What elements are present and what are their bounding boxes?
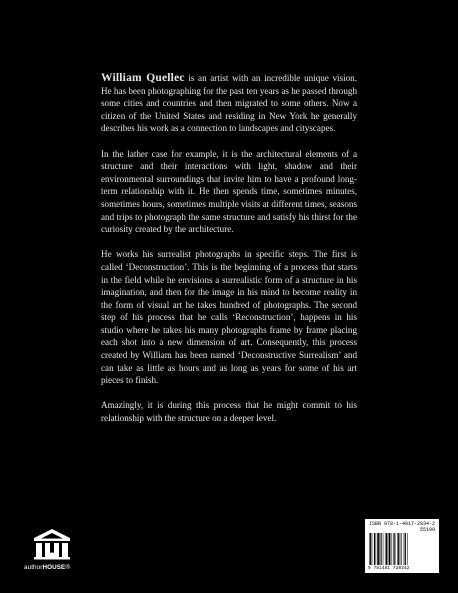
house-columns-icon	[32, 528, 72, 560]
bio-paragraph-2: In the lather case for example, it is the architectural elements of a structure and their interactions with light, shadow and their environmental surroundings that invite him to have a profound long-term relationship with it. He then spends time, sometimes minutes, sometimes hours, sometimes multiple visits at different times, seasons and trips to photograph the same structure and satisfy his thirst for the curiosity created by the architecture.	[101, 148, 357, 235]
author-bio	[101, 72, 357, 437]
bio-paragraph-1-text: is an artist with an incredible unique vision. He has been photographing for the past ten years as he passed through some cities and countries and then migrated to some others. Now a citizen of the United States and residing in New York he generally describes his work as a connection to landscapes and cityscapes.	[101, 73, 357, 134]
isbn-number: ISBN 978-1-4817-2034-2	[369, 521, 436, 527]
barcode-digits: 9 781481 720342	[368, 566, 410, 571]
bio-paragraph-1	[101, 72, 357, 135]
publisher-name: authorHOUSE®	[24, 564, 71, 571]
author-name: William Quellec	[101, 72, 185, 84]
barcode-icon	[368, 533, 436, 565]
publisher-logo	[24, 528, 86, 578]
isbn-barcode	[365, 519, 439, 573]
bio-paragraph-4: Amazingly, it is during this process that he might commit to his relationship with the structure on a deeper level.	[101, 400, 357, 424]
price-code: 55199	[419, 527, 435, 533]
bio-paragraph-3: He works his surrealist photographs in specific steps. The first is called ‘Deconstruction’. This is the beginning of a process that starts in the field while he envisions a surrealistic form of a structure in his imagination, and then for the image in his mind to become reality in the form of visual art he takes hundred of photographs. The second step of his process that he calls ‘Reconstruction’, happens in his studio where he takes his many photographs frame by frame placing each shot into a new dimension of art. Consequently, this process created by William has been named ‘Deconstructive Surrealism’ and can take as little as hours and as long as years for some of his art pieces to finish.	[101, 249, 357, 386]
